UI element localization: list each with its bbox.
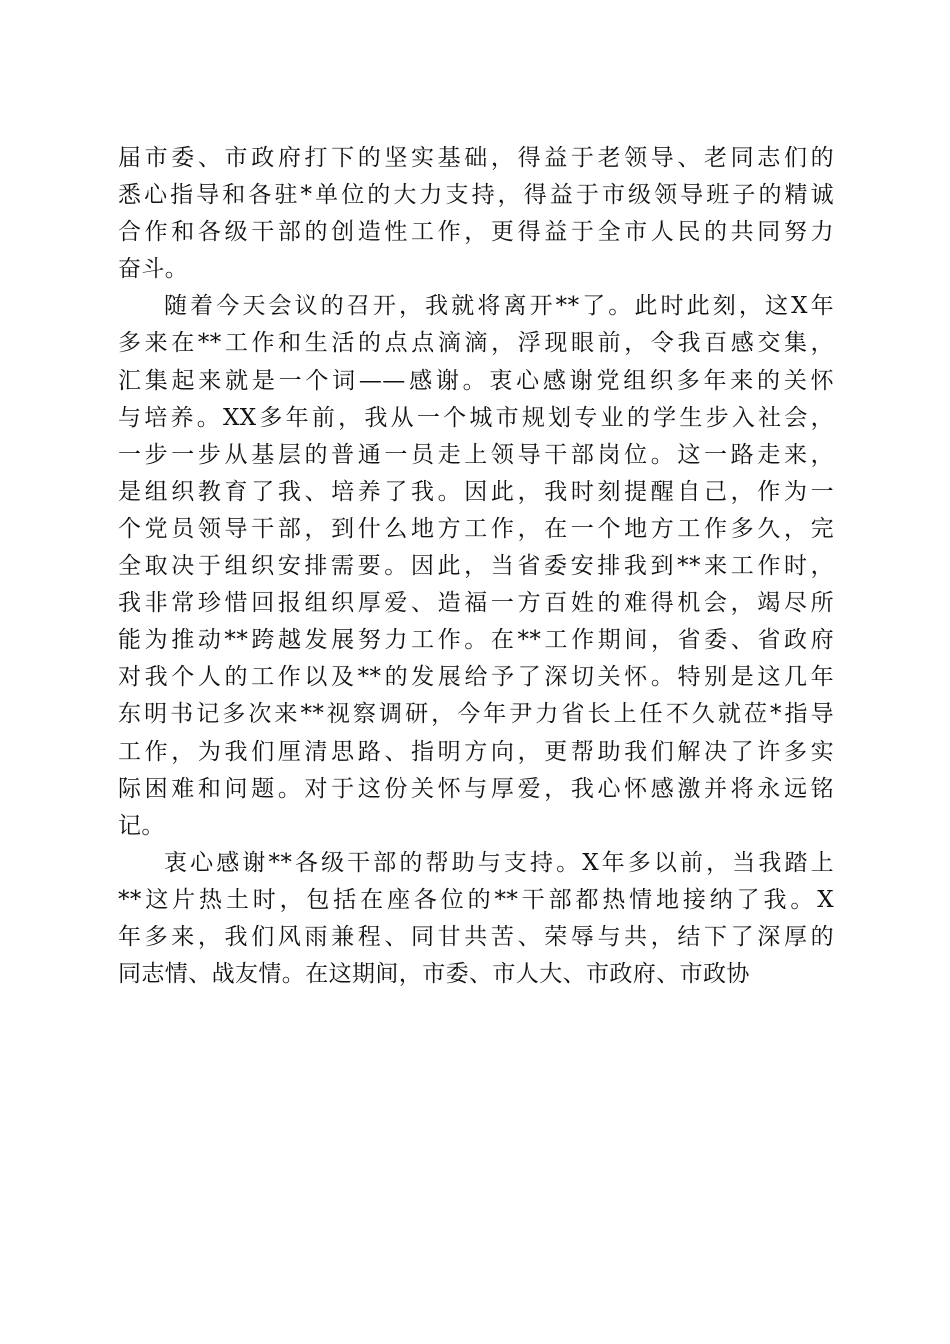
text-line: 记。 [118, 812, 165, 839]
text-line: **这片热土时，包括在座各位的**干部都热情地接纳了我。X [118, 886, 834, 913]
text-line: 随着今天会议的召开，我就将离开**了。此时此刻，这X年 [164, 293, 834, 320]
text-line: 全取决于组织安排需要。因此，当省委安排我到**来工作时， [118, 553, 834, 580]
text-line: 能为推动**跨越发展努力工作。在**工作期间，省委、省政府 [118, 627, 834, 654]
text-line: 合作和各级干部的创造性工作，更得益于全市人民的共同努力 [118, 219, 834, 246]
text-line: 我非常珍惜回报组织厚爱、造福一方百姓的难得机会，竭尽所 [118, 590, 834, 617]
text-line: 年多来，我们风雨兼程、同甘共苦、荣辱与共，结下了深厚的 [118, 923, 834, 950]
text-line: 工作，为我们厘清思路、指明方向，更帮助我们解决了许多实 [118, 738, 834, 765]
paragraph [118, 845, 834, 993]
text-line: 个党员领导干部，到什么地方工作，在一个地方工作多久，完 [118, 515, 834, 542]
text-line: 际困难和问题。对于这份关怀与厚爱，我心怀感激并将永远铭 [118, 775, 834, 802]
document-body [118, 140, 834, 993]
text-line: 对我个人的工作以及**的发展给予了深切关怀。特别是这几年 [118, 664, 834, 691]
text-line: 届市委、市政府打下的坚实基础，得益于老领导、老同志们的 [118, 145, 834, 171]
text-line: 东明书记多次来**视察调研，今年尹力省长上任不久就莅*指导 [118, 701, 834, 728]
text-line: 衷心感谢**各级干部的帮助与支持。X年多以前，当我踏上 [164, 849, 834, 876]
text-line: 多来在**工作和生活的点点滴滴，浮现眼前，令我百感交集， [118, 330, 834, 357]
text-line: 同志情、战友情。在这期间，市委、市人大、市政府、市政协 [118, 961, 750, 988]
text-line: 是组织教育了我、培养了我。因此，我时刻提醒自己，作为一 [118, 478, 834, 505]
text-line: 奋斗。 [118, 256, 189, 283]
text-line: 悉心指导和各驻*单位的大力支持，得益于市级领导班子的精诚 [118, 182, 834, 209]
paragraph [118, 140, 834, 288]
text-line: 汇集起来就是一个词——感谢。衷心感谢党组织多年来的关怀 [118, 367, 834, 394]
text-line: 与培养。XX多年前，我从一个城市规划专业的学生步入社会， [118, 404, 834, 431]
paragraph [118, 288, 834, 844]
text-line: 一步一步从基层的普通一员走上领导干部岗位。这一路走来， [118, 441, 834, 468]
